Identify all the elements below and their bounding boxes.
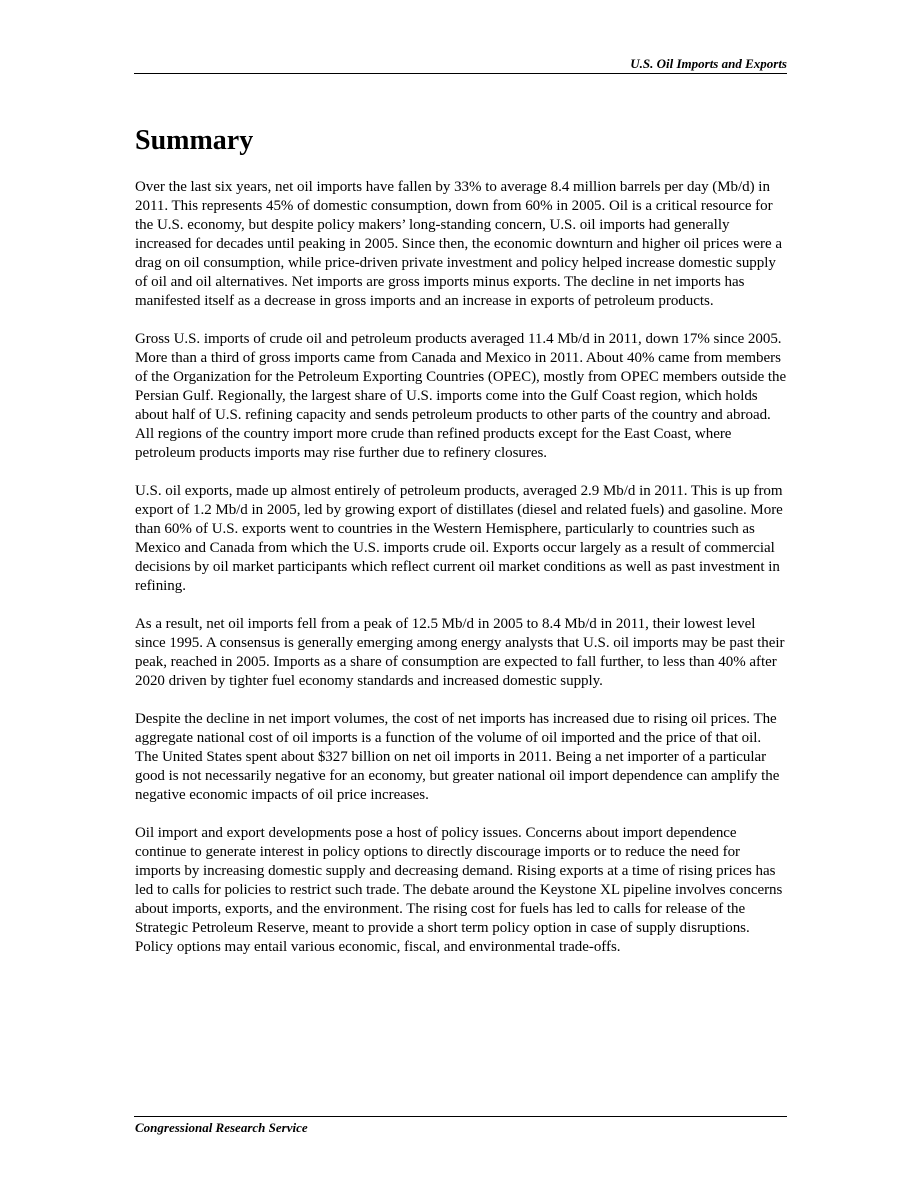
summary-body bbox=[135, 178, 787, 976]
header-divider bbox=[134, 73, 787, 74]
paragraph-gross-imports: Gross U.S. imports of crude oil and petroleum products averaged 11.4 Mb/d in 2011, down 17% since 2005. More than a third of gross imports came from Canada and Mexico in 2011. About 40% came from members of the Organization for the Petroleum Exporting Countries (OPEC), mostly from OPEC members outside the Persian Gulf. Regionally, the largest share of U.S. imports come into the Gulf Coast region, which holds about half of U.S. refining capacity and sends petroleum products to other parts of the country and abroad. All regions of the country import more crude than refined products except for the East Coast, where petroleum products imports may rise further due to refinery closures. bbox=[135, 331, 787, 461]
running-header: U.S. Oil Imports and Exports bbox=[630, 56, 787, 71]
page-title: Summary bbox=[135, 125, 254, 156]
paragraph-import-cost: Despite the decline in net import volumes, the cost of net imports has increased due to rising oil prices. The aggregate national cost of oil imports is a function of the volume of oil imported and the price of that oil. The United States spent about $327 billion on net oil imports in 2011. Being a net importer of a particular good is not necessarily negative for an economy, but greater national oil import dependence can amplify the negative economic impacts of oil price increases. bbox=[135, 711, 780, 803]
paragraph-net-imports: Over the last six years, net oil imports have fallen by 33% to average 8.4 million barrels per day (Mb/d) in 2011. This represents 45% of domestic consumption, down from 60% in 2005. Oil is a critical resource for the U.S. economy, but despite policy makers’ long-standing concern, U.S. oil imports had generally increased for decades until peaking in 2005. Since then, the economic downturn and higher oil prices were a drag on oil consumption, while price-driven private investment and policy helped increase domestic supply of oil and oil alternatives. Net imports are gross imports minus exports. The decline in net imports has manifested itself as a decrease in gross imports and an increase in exports of petroleum products. bbox=[135, 179, 782, 309]
paragraph-policy-issues: Oil import and export developments pose a host of policy issues. Concerns about import dependence continue to generate interest in policy options to directly discourage imports or to reduce the need for imports by increasing domestic supply and decreasing demand. Rising exports at a time of rising prices has led to calls for policies to restrict such trade. The debate around the Keystone XL pipeline involves concerns about imports, exports, and the environment. The rising cost for fuels has led to calls for release of the Strategic Petroleum Reserve, meant to provide a short term policy option in case of supply disruptions. Policy options may entail various economic, fiscal, and environmental trade-offs. bbox=[135, 825, 783, 955]
running-footer: Congressional Research Service bbox=[135, 1120, 308, 1135]
paragraph-net-import-trend: As a result, net oil imports fell from a peak of 12.5 Mb/d in 2005 to 8.4 Mb/d in 2011, their lowest level since 1995. A consensus is generally emerging among energy analysts that U.S. oil imports may be past their peak, reached in 2005. Imports as a share of consumption are expected to fall further, to less than 40% after 2020 driven by tighter fuel economy standards and increased domestic supply. bbox=[135, 616, 785, 689]
footer-divider bbox=[134, 1116, 787, 1117]
paragraph-exports: U.S. oil exports, made up almost entirely of petroleum products, averaged 2.9 Mb/d in 2011. This is up from export of 1.2 Mb/d in 2005, led by growing export of distillates (diesel and related fuels) and gasoline. More than 60% of U.S. exports went to countries in the Western Hemisphere, particularly to countries such as Mexico and Canada from which the U.S. imports crude oil. Exports occur largely as a result of commercial decisions by oil market participants which reflect current oil market conditions as well as past investment in refining. bbox=[135, 483, 783, 594]
